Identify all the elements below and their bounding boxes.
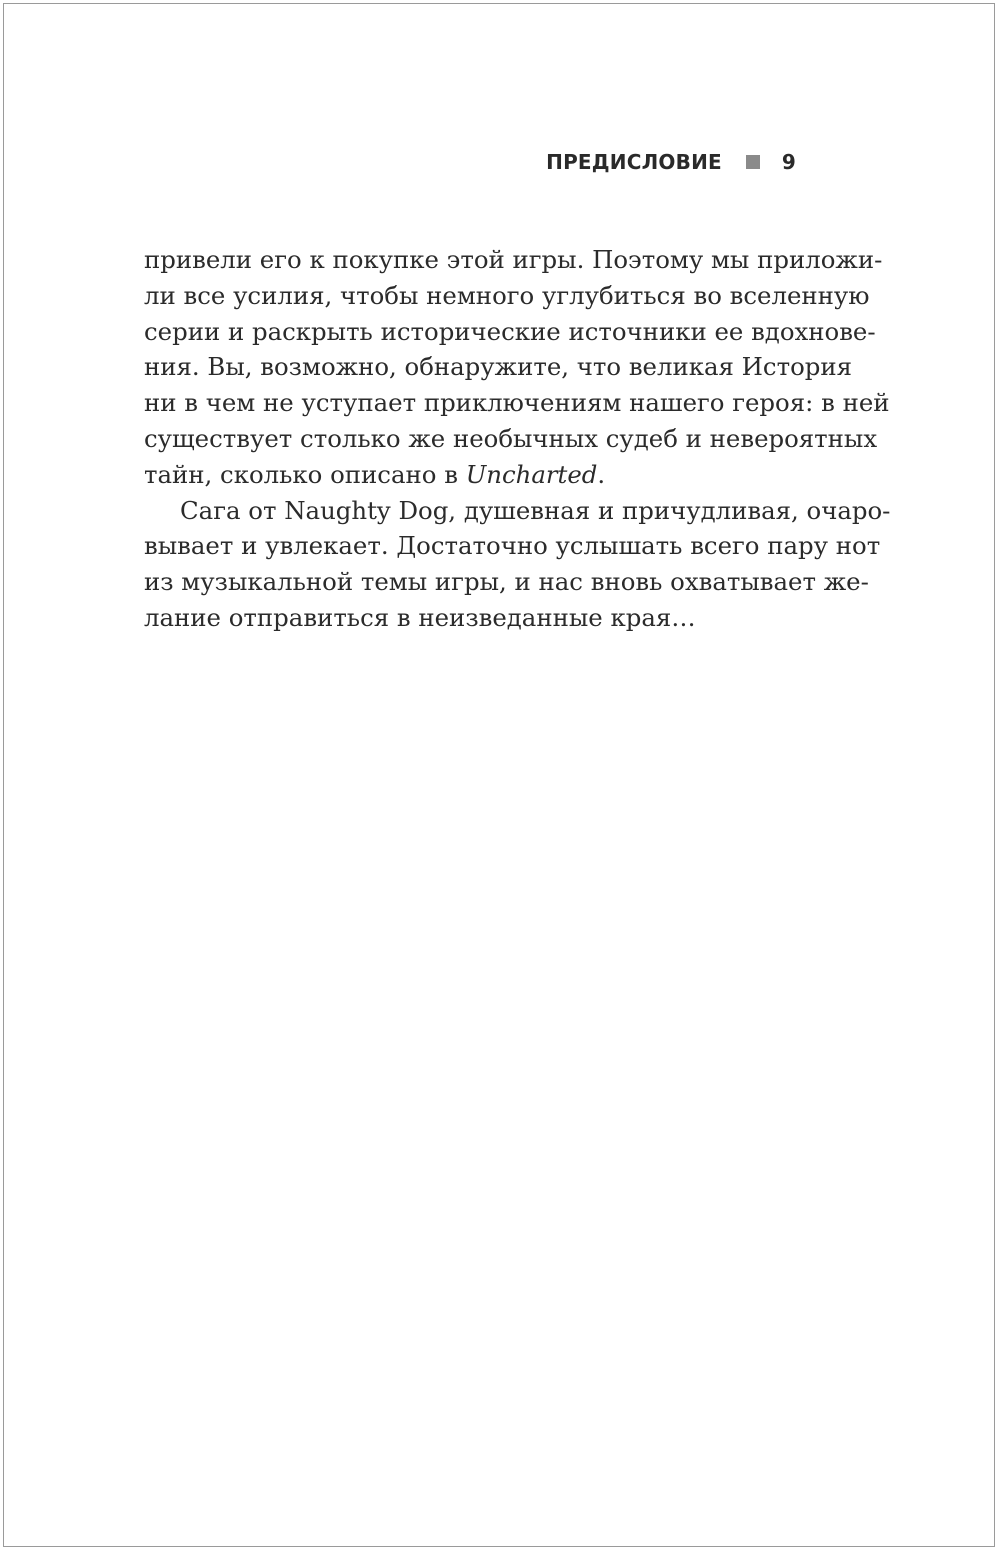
game-title-italic: Uncharted: [465, 459, 598, 489]
body-text: [144, 242, 891, 636]
paragraph-2: [144, 493, 891, 636]
text-line: существует столько же необычных судеб и невероятных: [144, 423, 878, 453]
running-head: [546, 147, 796, 177]
square-separator-icon: [746, 155, 760, 169]
page-number: 9: [781, 150, 796, 174]
text-line: серии и раскрыть исторические источники ее вдохнове-: [144, 316, 876, 346]
text-fragment: тайн, сколько описано в: [144, 459, 466, 489]
text-fragment: .: [597, 459, 606, 489]
text-line: ни в чем не уступает приключениям нашего героя: в ней: [144, 388, 890, 418]
page: [3, 3, 995, 1547]
text-line-last: [144, 457, 809, 493]
text-line: вывает и увлекает. Достаточно услышать всего пару нот: [144, 531, 881, 561]
text-line: ли все усилия, чтобы немного углубиться во вселенную: [144, 280, 870, 310]
paragraph-1: [144, 242, 890, 493]
section-title: ПРЕДИСЛОВИЕ: [546, 150, 722, 174]
text-line-last: лание отправиться в неизведанные края…: [144, 602, 696, 632]
text-line: из музыкальной темы игры, и нас вновь охватывает же-: [144, 567, 869, 597]
text-line: Сага от Naughty Dog, душевная и причудливая, очаро-: [180, 495, 891, 525]
text-line: привели его к покупке этой игры. Поэтому мы приложи-: [144, 245, 883, 274]
text-line: ния. Вы, возможно, обнаружите, что великая История: [144, 352, 853, 382]
